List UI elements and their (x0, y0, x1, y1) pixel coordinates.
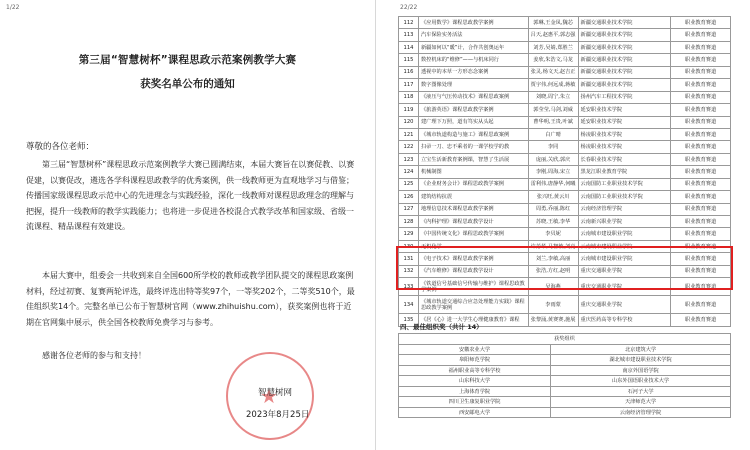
track-name: 职业教育赛道 (671, 116, 731, 128)
organization-name: 北京建筑大学 (551, 344, 731, 355)
table-row (399, 203, 731, 215)
document-date: 2023年8月25日 (246, 410, 310, 420)
highlight-box (396, 246, 733, 290)
case-title: 地理信息技术课程思政教学案例 (418, 203, 528, 215)
teacher-names: 张浩,方红,赵明 (528, 265, 578, 277)
table-row (399, 66, 731, 78)
track-name: 职业教育赛道 (671, 278, 731, 296)
school-name: 重庆医药高等专科学校 (578, 314, 671, 326)
row-number: 122 (399, 141, 419, 153)
table-row (399, 386, 731, 397)
school-name: 重庆交通职业学院 (578, 265, 671, 277)
track-name: 职业教育赛道 (671, 91, 731, 103)
table-row (399, 104, 731, 116)
school-name: 杨凌职业技术学院 (578, 141, 671, 153)
track-name: 职业教育赛道 (671, 66, 731, 78)
page-number: 22/22 (400, 4, 418, 11)
section-title: 四、最佳组织奖（共计 14） (400, 323, 483, 331)
teacher-names: 刘芳,吴婧,郑胜兰 (528, 41, 578, 53)
case-title: 机械制图 (418, 166, 528, 178)
teacher-names: 贾宇伟,何远成,蒋敏 (528, 79, 578, 91)
table-row (399, 166, 731, 178)
organization-name: 南京外国语学院 (551, 365, 731, 376)
teacher-names: 张黎涌,黄赛赛,施展 (528, 314, 578, 326)
track-name: 职业教育赛道 (671, 314, 731, 326)
track-name: 职业教育赛道 (671, 166, 731, 178)
table-row (399, 407, 731, 418)
school-name: 云南城市建设职业学院 (578, 253, 671, 265)
document-subtitle: 获奖名单公布的通知 (140, 78, 235, 90)
school-name: 长春职业技术学院 (578, 153, 671, 165)
table-row (399, 355, 731, 366)
case-title: 扫帚一刀、忠不乘者的一课学校学的教 (418, 141, 528, 153)
teacher-names: 白广晴 (528, 128, 578, 140)
table-row (399, 296, 731, 314)
teacher-names: 庞丽,关欣,郭庆 (528, 153, 578, 165)
row-number: 114 (399, 41, 419, 53)
organization-name: 安徽农业大学 (399, 344, 551, 355)
salutation: 尊敬的各位老师： (26, 142, 95, 152)
teacher-names: 姜欣,朱浩文,马龙 (528, 54, 578, 66)
track-name: 职业教育赛道 (671, 178, 731, 190)
row-number: 133 (399, 278, 419, 296)
case-title: 《中国传统文化》课程思政教学案例 (418, 228, 528, 240)
table-row (399, 397, 731, 408)
organization-name: 上海体育学院 (399, 386, 551, 397)
school-name: 延安职业技术学院 (578, 104, 671, 116)
row-number: 135 (399, 314, 419, 326)
school-name: 新疆交通职业技术学院 (578, 66, 671, 78)
school-name: 云南经济管理学院 (578, 203, 671, 215)
track-name: 职业教育赛道 (671, 104, 731, 116)
teacher-names: 吕天,赵惠平,郭志强 (528, 29, 578, 41)
paragraph-thanks (26, 348, 356, 364)
organization-name: 四川卫生康复职业学院 (399, 397, 551, 408)
track-name: 职业教育赛道 (671, 41, 731, 53)
paragraph-intro (26, 157, 356, 235)
table-row (399, 191, 731, 203)
document-title: 第三届“智慧树杯”课程思政示范案例教学大赛 (78, 54, 297, 66)
table-row (399, 91, 731, 103)
school-name: 扬州汽车工程技术学院 (578, 91, 671, 103)
teacher-names: 李雨蒙 (528, 296, 578, 314)
school-name: 新疆交通职业技术学院 (578, 17, 671, 29)
case-title: 《汽车维修》课程思政教学设计 (418, 265, 528, 277)
school-name: 重庆交通职业学院 (578, 278, 671, 296)
case-title: 《居《心》进一大学生心理健康教育》课程 (418, 314, 528, 326)
teacher-names: 李刚,周海,宋立 (528, 166, 578, 178)
case-title: 《电子技术》课程思政教学案例 (418, 253, 528, 265)
track-name: 职业教育赛道 (671, 296, 731, 314)
row-number: 127 (399, 203, 419, 215)
paragraph-text: 感谢各位老师的参与和支持！ (42, 351, 146, 360)
school-name: 云南城市建设职业学院 (578, 240, 671, 252)
track-name: 职业教育赛道 (671, 228, 731, 240)
table-row (399, 54, 731, 66)
table-row (399, 141, 731, 153)
table-row (399, 153, 731, 165)
track-name: 职业教育赛道 (671, 191, 731, 203)
table-row (399, 228, 731, 240)
track-name: 职业教育赛道 (671, 79, 731, 91)
case-title: 数控机床的“维修”——与机床同行 (418, 54, 528, 66)
row-number: 132 (399, 265, 419, 277)
row-number: 123 (399, 153, 419, 165)
track-name: 职业教育赛道 (671, 253, 731, 265)
row-number: 117 (399, 79, 419, 91)
organization-name: 云南经济管理学院 (551, 407, 731, 418)
row-number: 129 (399, 228, 419, 240)
case-title: 《城市轨道构造与施工》课程思政案例 (418, 128, 528, 140)
row-number: 115 (399, 54, 419, 66)
case-title: 新疆如何以“暖”计，合作共创奥运年 (418, 41, 528, 53)
school-name: 新疆交通职业技术学院 (578, 29, 671, 41)
table-header-row (399, 334, 731, 345)
table-row (399, 128, 731, 140)
row-number: 120 (399, 116, 419, 128)
track-name: 职业教育赛道 (671, 29, 731, 41)
row-number: 113 (399, 29, 419, 41)
organization-name: 山东科技大学 (399, 376, 551, 387)
paragraph-results (26, 268, 356, 330)
table-row (399, 41, 731, 53)
organization-name: 福州职业高等专科学校 (399, 365, 551, 376)
teacher-names: 张灵,杨文天,赵吉正 (528, 66, 578, 78)
table-row (399, 79, 731, 91)
case-title: 数字图像处理 (418, 79, 528, 91)
teacher-names: 雷利伟,唐静华,何曦 (528, 178, 578, 190)
teacher-names: 周勇,乔丽,陈红 (528, 203, 578, 215)
case-title: 无机化学 (418, 240, 528, 252)
teacher-names: 李贝妮 (528, 228, 578, 240)
table-row (399, 29, 731, 41)
page-number: 1/22 (6, 4, 20, 11)
track-name: 职业教育赛道 (671, 128, 731, 140)
track-name: 职业教育赛道 (671, 17, 731, 29)
teacher-names: 郭莹莹,马剑,刘威 (528, 104, 578, 116)
row-number: 134 (399, 296, 419, 314)
organization-name: 皋阳师范学院 (399, 355, 551, 366)
row-number: 124 (399, 166, 419, 178)
school-name: 新疆交通职业技术学院 (578, 79, 671, 91)
table-row (399, 376, 731, 387)
track-name: 职业教育赛道 (671, 141, 731, 153)
organization-name: 石河子大学 (551, 386, 731, 397)
organization-name: 西安邮电大学 (399, 407, 551, 418)
school-name: 云南城市建设职业学院 (578, 228, 671, 240)
track-name: 职业教育赛道 (671, 240, 731, 252)
case-title: 《应用数学》课程思政教学案例 (418, 17, 528, 29)
school-name: 云南国防工业职业技术学院 (578, 191, 671, 203)
teacher-names: 张兴旺,黄云川 (528, 191, 578, 203)
case-title: 立宝生活新教育案例课，智慧了生活展 (418, 153, 528, 165)
school-name: 重庆交通职业学院 (578, 296, 671, 314)
organization-name: 湖北城市建设职业技术学院 (551, 355, 731, 366)
case-title: 《液压与气压传动技术》课程思政案例 (418, 91, 528, 103)
signature: 智慧树网 (258, 388, 293, 398)
case-title: 《企业财务会计》课程思政教学案例 (418, 178, 528, 190)
track-name: 职业教育赛道 (671, 216, 731, 228)
track-name: 职业教育赛道 (671, 203, 731, 215)
case-title: 《城市轨道交通综合应急处理能力实践》课程思政教学案例 (418, 296, 528, 314)
school-name: 新疆交通职业技术学院 (578, 41, 671, 53)
table-row (399, 17, 731, 29)
case-title: 《旅游英语》课程思政教学案例 (418, 104, 528, 116)
teacher-names: 吴海燕 (528, 278, 578, 296)
row-number: 118 (399, 91, 419, 103)
case-title: 透视中的本草一方形态念案例 (418, 66, 528, 78)
document-page-right (375, 0, 750, 450)
teacher-names: 刘兰,李敏,高丽 (528, 253, 578, 265)
teacher-names: 郭琳,王金凤,魏芯 (528, 17, 578, 29)
column-header: 获奖组织 (399, 334, 731, 345)
school-name: 杨凌职业技术学院 (578, 128, 671, 140)
row-number: 130 (399, 240, 419, 252)
row-number: 126 (399, 191, 419, 203)
case-title: 《铁道信号基础信号传输与维护》课程思政教学案例 (418, 278, 528, 296)
row-number: 119 (399, 104, 419, 116)
paragraph-text: 第三届“智慧树杯”课程思政示范案例教学大赛已圆满结束，本届大赛旨在以赛促教、以赛促建，以赛促改，遴选各学科课程思政教学的优秀案例，供一线教师更为直观地学习与借鉴；传播国家级课程思政示范中心的先进理念与实践经验，深化一线教师对课程思政理念的理解与把握，提升一线教师的教学实践能力；也将进一步促进各校混合式教学改革和国家级、省级一流课程、精品课程有效建设。 (26, 160, 355, 231)
table-row (399, 365, 731, 376)
school-name: 新疆交通职业技术学院 (578, 54, 671, 66)
school-name: 黑龙江职业教育学院 (578, 166, 671, 178)
row-number: 112 (399, 17, 419, 29)
row-number: 128 (399, 216, 419, 228)
table-row (399, 178, 731, 190)
paragraph-text: 本届大赛中，组委会一共收到来自全国600所学校的教师或教学团队提交的课程思政案例材料，经过初赛、复赛两轮评选，最终评选出特等奖97个，一等奖202个，二等奖510个，最佳组织奖14个。完整名单已公布于智慧树官网（www.zhihuishu.com），获奖案例也将于近期在官网集中展示，供全国各校教师免费学习与参考。 (26, 271, 355, 327)
row-number: 125 (399, 178, 419, 190)
track-name: 职业教育赛道 (671, 54, 731, 66)
row-number: 121 (399, 128, 419, 140)
school-name: 云南新兴职业学院 (578, 216, 671, 228)
organization-name: 山东外国语职业技术大学 (551, 376, 731, 387)
case-title: 建广理下万照，道有笃实从头起 (418, 116, 528, 128)
track-name: 职业教育赛道 (671, 153, 731, 165)
teacher-names: 刘晓,周宁,朱立 (528, 91, 578, 103)
row-number: 131 (399, 253, 419, 265)
track-name: 职业教育赛道 (671, 265, 731, 277)
teacher-names: 苏晓,王敏,李华 (528, 216, 578, 228)
teacher-names: 曹华明,王贵,叶斌 (528, 116, 578, 128)
table-row (399, 344, 731, 355)
table-row (399, 216, 731, 228)
case-title: 建筑结构抗震 (418, 191, 528, 203)
teacher-names: 李同 (528, 141, 578, 153)
organization-award-table (398, 333, 731, 418)
teacher-names: 许芳华,马智敏,刘亮 (528, 240, 578, 252)
school-name: 延安职业技术学院 (578, 116, 671, 128)
organization-name: 天津师范大学 (551, 397, 731, 408)
row-number: 116 (399, 66, 419, 78)
case-title: 汽车保险实务活法 (418, 29, 528, 41)
school-name: 云南国防工业职业技术学院 (578, 178, 671, 190)
table-row (399, 116, 731, 128)
case-title: 《内科护理》课程思政教学设计 (418, 216, 528, 228)
